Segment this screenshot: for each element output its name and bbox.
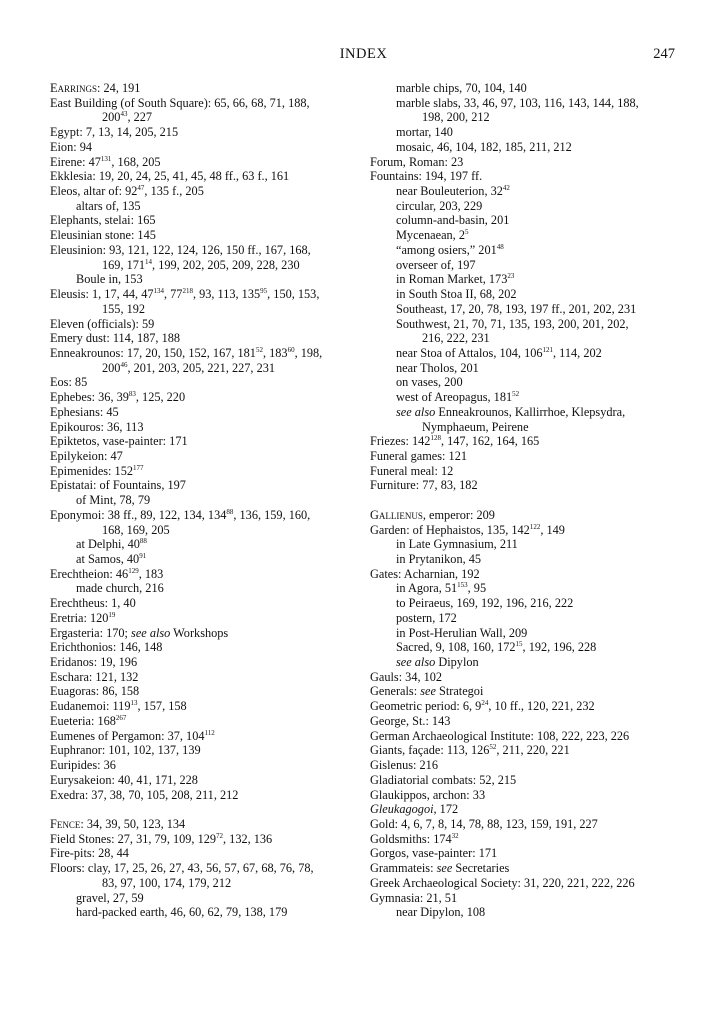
index-subentry: made church, 216 xyxy=(76,581,164,596)
index-entry: Grammateis: see Secretaries xyxy=(370,861,510,876)
index-subentry: marble slabs, 33, 46, 97, 103, 116, 143, 144, 188, xyxy=(396,95,639,110)
index-subentry: 155, 192 xyxy=(102,301,146,316)
section-gap xyxy=(370,493,690,508)
index-subentry: in Agora, $51^{153}$, 95 xyxy=(396,581,487,596)
index-entry: Erichthonios: 146, 148 xyxy=(50,640,163,655)
index-entry: Gladiatorial combats: 52, 215 xyxy=(370,772,517,787)
index-subentry: 216, 222, 231 xyxy=(422,331,490,346)
index-entry: Fence: 34, 39, 50, 123, 134 xyxy=(50,816,186,831)
index-subentry: at Samos, $40^{91}$ xyxy=(76,552,147,566)
index-entry: Glaukippos, archon: 33 xyxy=(370,787,486,802)
index-entry: Euripides: 36 xyxy=(50,758,116,773)
index-entry: Garden: of Hephaistos, 135, $142^{122}$, 149 xyxy=(370,522,565,537)
index-subentry: hard-packed earth, 46, 60, 62, 79, 138, 179 xyxy=(76,905,288,920)
index-column-right xyxy=(370,81,690,920)
index-subentry: “among osiers,” $201^{48}$ xyxy=(396,242,504,257)
index-subentry: Southwest, 21, 70, 71, 135, 193, 200, 201, 202, xyxy=(396,316,629,331)
index-subentry: west of Areopagus, $181^{52}$ xyxy=(396,390,520,405)
index-entry: Generals: see Strategoi xyxy=(370,684,484,699)
index-entry: Egypt: 7, 13, 14, 205, 215 xyxy=(50,125,179,140)
index-subentry: circular, 203, 229 xyxy=(396,198,483,213)
index-entry: Epistatai: of Fountains, 197 xyxy=(50,478,186,493)
index-entry: Eretria: $120^{19}$ xyxy=(50,610,116,625)
index-entry: Gleukagogoi, 172 xyxy=(370,802,459,817)
index-entry: Eleusinion: 93, 121, 122, 124, 126, 150 ff., 167, 168, xyxy=(50,242,311,257)
section-gap xyxy=(50,802,368,817)
index-entry: Gold: 4, 6, 7, 8, 14, 78, 88, 123, 159, 191, 227 xyxy=(370,816,598,831)
index-entry: Field Stones: 27, 31, 79, 109, $129^{72}$, 132, 136 xyxy=(50,831,273,846)
index-subentry: marble chips, 70, 104, 140 xyxy=(396,81,527,95)
index-entry: Eleusinian stone: 145 xyxy=(50,228,156,243)
index-entry: Geometric period: 6, $9^{24}$, 10 ff., 120, 221, 232 xyxy=(370,699,595,714)
index-subentry: Boule in, 153 xyxy=(76,272,143,287)
index-entry: Funeral meal: 12 xyxy=(370,463,454,478)
index-subentry: near Tholos, 201 xyxy=(396,360,479,375)
index-entry: Ergasteria: 170; see also Workshops xyxy=(50,625,229,640)
index-entry: German Archaeological Institute: 108, 222, 223, 226 xyxy=(370,728,630,743)
index-entry: Gallienus, emperor: 209 xyxy=(370,507,495,522)
index-subentry: in Roman Market, $173^{23}$ xyxy=(396,272,515,287)
index-entry: Ephebes: 36, $39^{83}$, 125, 220 xyxy=(50,390,186,405)
page-header xyxy=(0,46,727,66)
index-entry: Eleven (officials): 59 xyxy=(50,316,155,331)
index-entry: Fountains: 194, 197 ff. xyxy=(370,169,483,184)
index-subentry: see also Enneakrounos, Kallirrhoe, Klepsydra, xyxy=(396,404,626,419)
index-entry: Emery dust: 114, 187, 188 xyxy=(50,331,181,346)
index-subentry: $200^{46}$, 201, 203, 205, 221, 227, 231 xyxy=(102,360,276,375)
index-entry: Exedra: 37, 38, 70, 105, 208, 211, 212 xyxy=(50,787,239,802)
index-entry: Epikouros: 36, 113 xyxy=(50,419,144,434)
index-entry: Eos: 85 xyxy=(50,375,88,390)
index-entry: Ephesians: 45 xyxy=(50,404,119,419)
index-subentry: in Prytanikon, 45 xyxy=(396,552,482,566)
index-entry: Furniture: 77, 83, 182 xyxy=(370,478,478,493)
index-subentry: 198, 200, 212 xyxy=(422,110,490,125)
index-subentry: at Delphi, $40^{88}$ xyxy=(76,537,147,552)
index-entry: George, St.: 143 xyxy=(370,713,451,728)
index-subentry: $200^{43}$, 227 xyxy=(102,110,153,125)
index-subentry: in Post-Herulian Wall, 209 xyxy=(396,625,528,640)
index-subentry: of Mint, 78, 79 xyxy=(76,493,151,508)
index-subentry: to Peiraeus, 169, 192, 196, 216, 222 xyxy=(396,596,574,611)
index-subentry: Southeast, 17, 20, 78, 193, 197 ff., 201, 202, 231 xyxy=(396,301,637,316)
index-entry: Eleos, altar of: $92^{47}$, 135 f., 205 xyxy=(50,184,204,199)
index-subentry: 169, $171^{14}$, 199, 202, 205, 209, 228, 230 xyxy=(102,257,300,272)
index-subentry: Mycenaean, $2^5$ xyxy=(396,228,469,243)
index-entry: Fire-pits: 28, 44 xyxy=(50,846,129,861)
index-entry: Goldsmiths: $174^{32}$ xyxy=(370,831,459,846)
index-entry: Euagoras: 86, 158 xyxy=(50,684,140,699)
index-subentry: 83, 97, 100, 174, 179, 212 xyxy=(102,875,232,890)
page-number: 247 xyxy=(653,46,675,62)
index-subentry: in South Stoa II, 68, 202 xyxy=(396,287,517,302)
index-entry: East Building (of South Square): 65, 66, 68, 71, 188, xyxy=(50,95,310,110)
index-entry: Enneakrounos: 17, 20, 150, 152, 167, $181^{52}$, $183^{60}$, 198, xyxy=(50,345,323,360)
index-entry: Epiktetos, vase-painter: 171 xyxy=(50,434,188,449)
index-entry: Eurysakeion: 40, 41, 171, 228 xyxy=(50,772,198,787)
index-subentry: in Late Gymnasium, 211 xyxy=(396,537,518,552)
index-entry: Eirene: $47^{131}$, 168, 205 xyxy=(50,154,161,169)
index-entry: Erechtheus: 1, 40 xyxy=(50,596,136,611)
index-subentry: mosaic, 46, 104, 182, 185, 211, 212 xyxy=(396,139,572,154)
index-subentry: 168, 169, 205 xyxy=(102,522,170,537)
index-entry: Eumenes of Pergamon: 37, $104^{112}$ xyxy=(50,728,215,743)
index-subentry: mortar, 140 xyxy=(396,125,453,140)
index-subentry: column-and-basin, 201 xyxy=(396,213,510,228)
index-entry: Giants, façade: 113, $126^{52}$, 211, 220, 221 xyxy=(370,743,570,758)
index-entry: Eudanemoi: $119^{13}$, 157, 158 xyxy=(50,699,187,714)
page-title: INDEX xyxy=(339,46,388,62)
index-entry: Greek Archaeological Society: 31, 220, 221, 222, 226 xyxy=(370,875,635,890)
index-entry: Friezes: $142^{128}$, 147, 162, 164, 165 xyxy=(370,434,540,449)
index-subentry: see also Dipylon xyxy=(396,655,479,670)
index-subentry: postern, 172 xyxy=(396,610,457,625)
index-entry: Floors: clay, 17, 25, 26, 27, 43, 56, 57, 67, 68, 76, 78, xyxy=(50,861,314,876)
index-entry: Gislenus: 216 xyxy=(370,758,438,773)
index-entry: Eleusis: 1, 17, 44, $47^{134}$, $77^{218}$, 93, 113, $135^{95}$, 150, 153, xyxy=(50,287,320,302)
index-entry: Earrings: 24, 191 xyxy=(50,81,141,95)
index-subentry: Sacred, 9, 108, 160, $172^{15}$, 192, 196, 228 xyxy=(396,640,597,655)
index-entry: Epilykeion: 47 xyxy=(50,448,123,463)
index-entry: Epimenides: $152^{177}$ xyxy=(50,463,144,478)
index-entry: Gauls: 34, 102 xyxy=(370,669,443,684)
index-entry: Funeral games: 121 xyxy=(370,448,467,463)
index-column-left xyxy=(50,81,368,920)
index-entry: Eschara: 121, 132 xyxy=(50,669,139,684)
index-entry: Forum, Roman: 23 xyxy=(370,154,464,169)
index-subentry: near Stoa of Attalos, 104, $106^{121}$, 114, 202 xyxy=(396,345,602,360)
index-entry: Gates: Acharnian, 192 xyxy=(370,566,480,581)
index-subentry: overseer of, 197 xyxy=(396,257,476,272)
index-entry: Euphranor: 101, 102, 137, 139 xyxy=(50,743,201,758)
index-subentry: on vases, 200 xyxy=(396,375,463,390)
index-entry: Eponymoi: 38 ff., 89, 122, 134, $134^{88}$, 136, 159, 160, xyxy=(50,507,311,522)
index-subentry: near Bouleuterion, $32^{42}$ xyxy=(396,184,510,199)
index-entry: Elephants, stelai: 165 xyxy=(50,213,156,228)
index-subentry: Nymphaeum, Peirene xyxy=(422,419,529,434)
index-entry: Gorgos, vase-painter: 171 xyxy=(370,846,498,861)
index-entry: Gymnasia: 21, 51 xyxy=(370,890,458,905)
index-subentry: gravel, 27, 59 xyxy=(76,890,144,905)
index-entry: Erechtheion: $46^{129}$, 183 xyxy=(50,566,164,581)
index-entry: Ekklesia: 19, 20, 24, 25, 41, 45, 48 ff., 63 f., 161 xyxy=(50,169,290,184)
index-entry: Eridanos: 19, 196 xyxy=(50,655,138,670)
index-subentry: altars of, 135 xyxy=(76,198,141,213)
index-subentry: near Dipylon, 108 xyxy=(396,905,486,920)
index-entry: Eueteria: $168^{267}$ xyxy=(50,713,127,728)
index-entry: Eion: 94 xyxy=(50,139,93,154)
